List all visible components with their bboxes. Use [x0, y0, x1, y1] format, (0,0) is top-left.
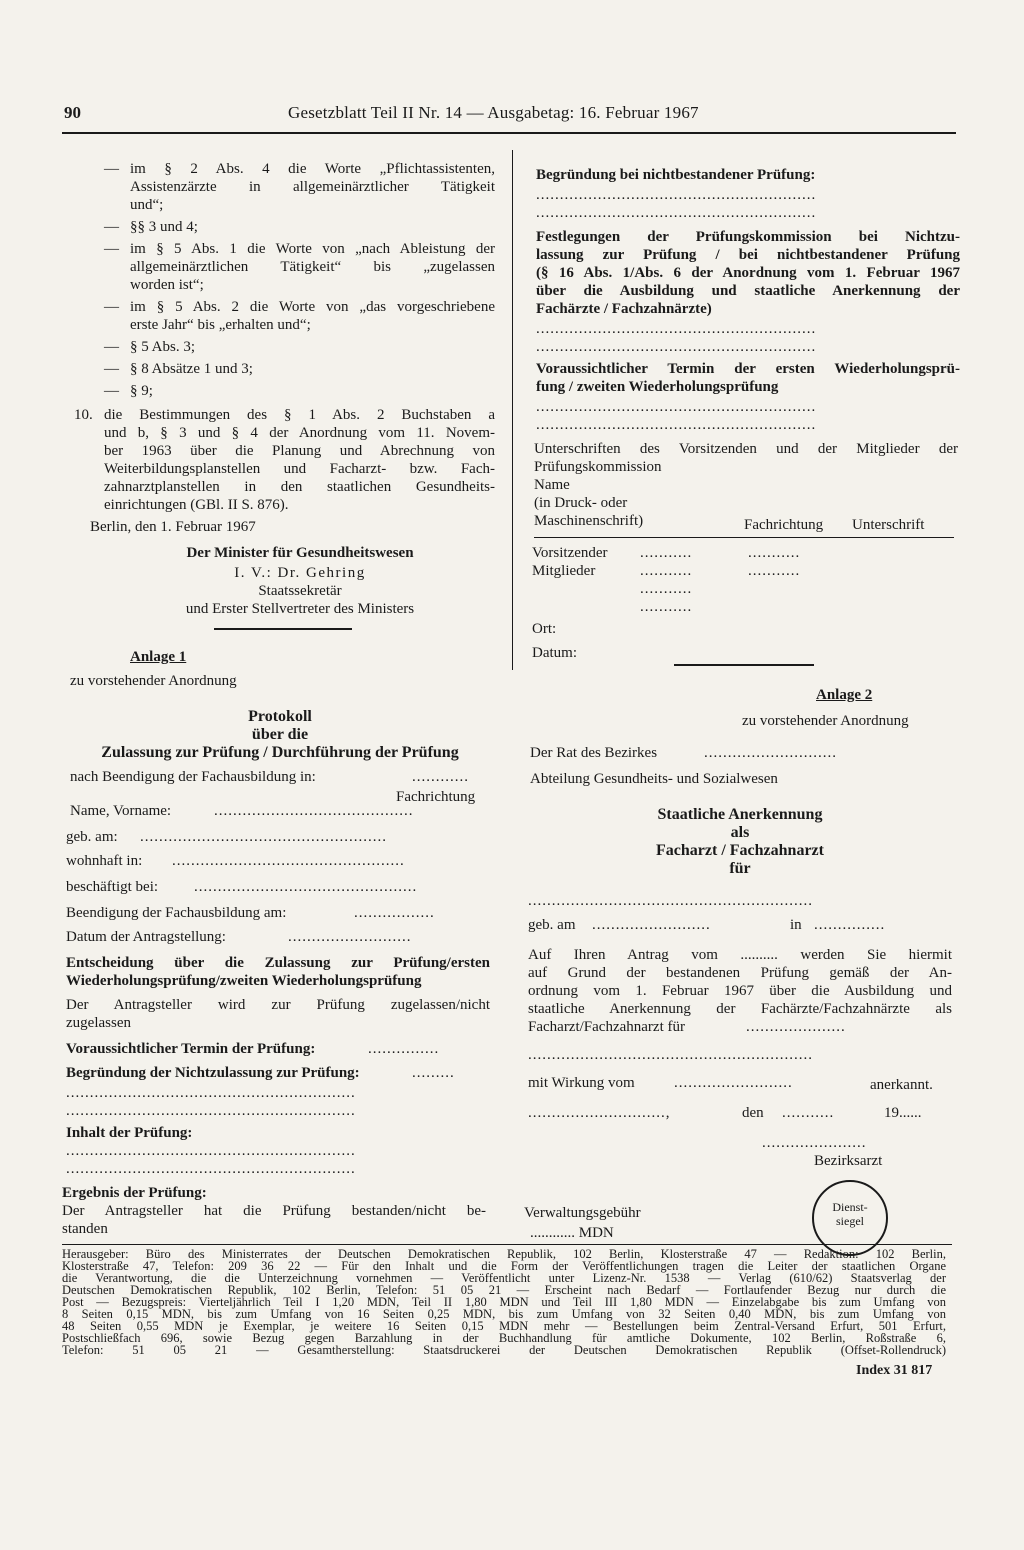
den-label: den — [742, 1105, 764, 1121]
anlage-1-subtitle: zu vorstehender Anordnung — [70, 673, 237, 689]
imprint-line: Postschließfach 696, sowie Bezug gegen Barzahlung in der Buchhandlung für amtliche Dokumente, 102 Berlin, Roßstraße 6, — [62, 1331, 946, 1345]
protokoll-title: Protokoll — [248, 708, 312, 725]
mdn-line: ............ MDN — [530, 1225, 614, 1241]
place-date: Berlin, den 1. Februar 1967 — [90, 519, 256, 535]
imprint-line: Post — Bezugspreis: Vierteljährlich Teil I 1,20 MDN, Teil II 1,80 MDN und Teil III 1,80 MDN — Einzelabgabe bis zum Umfang von — [62, 1295, 946, 1309]
list-item: § 9; — [130, 383, 153, 399]
entscheidung-title: Entscheidung über die Zulassung zur Prüfung/ersten — [66, 955, 490, 971]
ergebnis-text: Der Antragsteller hat die Prüfung bestanden/nicht be- — [62, 1203, 486, 1219]
field-name-label: Name, Vorname: — [70, 803, 172, 819]
inhalt-label: Inhalt der Prüfung: — [66, 1125, 193, 1141]
list-dash: — — [104, 241, 119, 257]
field-beschaeftigt-line: ............................................... — [194, 879, 418, 895]
begruendung-line: ............................................................. — [66, 1103, 356, 1119]
antrag-text: Facharzt/Fachzahnarzt für — [528, 1019, 685, 1035]
signature-line: ........... — [640, 563, 693, 579]
datum-rule — [674, 664, 814, 666]
list-item: allgemeinärztlichen Tätigkeit“ bis „zugelassen — [130, 259, 495, 275]
facharzt-fuer-line: ..................... — [746, 1019, 846, 1035]
list-item: § 5 Abs. 3; — [130, 339, 196, 355]
vorsitzender-label: Vorsitzender — [532, 545, 608, 561]
signature-line: ........... — [640, 581, 693, 597]
in-line: ............... — [814, 917, 886, 933]
ergebnis-text: standen — [62, 1221, 108, 1237]
signature-line: ........... — [640, 545, 693, 561]
inhalt-line: ............................................................. — [66, 1143, 356, 1159]
list-dash: — — [104, 339, 119, 355]
item-10-line: zahnarztplanstellen in den staatlichen Gesundheits- — [104, 479, 495, 495]
rat-line: ............................ — [704, 745, 837, 761]
list-item: im § 2 Abs. 4 die Worte „Pflichtassistenten, — [130, 161, 495, 177]
bezirksarzt-label: Bezirksarzt — [814, 1153, 883, 1169]
festlegungen-text: lassung zur Prüfung / bei nichtbestandener Prüfung — [536, 247, 960, 263]
name-column-header: Name — [534, 477, 570, 493]
rat-label: Der Rat des Bezirkes — [530, 745, 658, 761]
abteilung-label: Abteilung Gesundheits- und Sozialwesen — [530, 771, 778, 787]
name-column-header: (in Druck- oder — [534, 495, 628, 511]
field-name-line: .......................................... — [214, 803, 414, 819]
field-beendigung-label: Beendigung der Fachausbildung am: — [66, 905, 287, 921]
anerkennung-title: Facharzt / Fachzahnarzt — [656, 842, 824, 859]
page-number: 90 — [64, 103, 81, 122]
field-beendigung-line: ................. — [354, 905, 435, 921]
list-item: im § 5 Abs. 2 die Worte von „das vorgeschriebene — [130, 299, 495, 315]
item-10-line: einrichtungen (GBl. II S. 876). — [104, 497, 289, 513]
begruendung-nichtzulassung-label: Begründung der Nichtzulassung zur Prüfung: — [66, 1065, 360, 1081]
field-beschaeftigt-label: beschäftigt bei: — [66, 879, 159, 895]
antrag-text: ordnung vom 1. Februar 1967 über die Ausbildung und — [528, 983, 952, 999]
index-number: Index 31 817 — [856, 1363, 933, 1378]
termin-wiederholung-label: fung / zweiten Wiederholungsprüfung — [536, 379, 779, 395]
item-10-line: ber 1963 über die Planung und Abrechnung von — [104, 443, 495, 459]
begruendung-line: ......... — [412, 1065, 455, 1081]
seal-text: siegel — [836, 1214, 864, 1228]
header-rule — [62, 132, 956, 134]
field-fachausbildung-line: ............ — [412, 769, 469, 785]
signatory: I. V.: Dr. Gehring — [234, 565, 366, 581]
list-item: und“; — [130, 197, 164, 213]
unterschriften-label: Unterschriften des Vorsitzenden und der Mitglieder der — [534, 441, 958, 457]
festlegungen-text: Festlegungen der Prüfungskommission bei Nichtzu- — [536, 229, 960, 245]
begruendung-nb-line: ........................................................... — [536, 205, 817, 221]
fachrichtung-column-header: Fachrichtung — [744, 517, 824, 533]
table-header-rule — [534, 537, 954, 538]
column-divider — [512, 150, 513, 670]
begruendung-nichtbestanden-label: Begründung bei nichtbestandener Prüfung: — [536, 167, 816, 183]
unterschriften-label: Prüfungskommission — [534, 459, 662, 475]
list-item: §§ 3 und 4; — [130, 219, 198, 235]
jahr-label: 19...... — [884, 1105, 922, 1121]
signature-line: ........... — [640, 599, 693, 615]
list-dash: — — [104, 161, 119, 177]
mit-wirkung-label: mit Wirkung vom — [528, 1075, 635, 1091]
anlage-1-title: Anlage 1 — [130, 649, 187, 665]
antrag-text: auf Grund der bestandenen Prüfung gemäß der An- — [528, 965, 952, 981]
anerkennung-title: Staatliche Anerkennung — [657, 806, 823, 823]
list-dash: — — [104, 299, 119, 315]
item-10-line: und b, § 3 und § 4 der Anordnung vom 11. Novem- — [104, 425, 495, 441]
anerkannt-label: anerkannt. — [870, 1077, 933, 1093]
minister-title: Der Minister für Gesundheitswesen — [186, 545, 414, 561]
termin-wiederholung-line: ........................................................... — [536, 417, 817, 433]
anerkennung-title: für — [729, 860, 751, 877]
geb-am-label: geb. am — [528, 917, 576, 933]
festlegungen-line: ........................................................... — [536, 339, 817, 355]
ort-line: ............................., — [528, 1105, 671, 1121]
footer-rule — [62, 1244, 952, 1245]
datum-label: Datum: — [532, 645, 577, 661]
list-item: erste Jahr“ bis „erhalten und“; — [130, 317, 311, 333]
geb-am-line: ......................... — [592, 917, 711, 933]
unterschrift-column-header: Unterschrift — [852, 517, 925, 533]
item-10-number: 10. — [74, 407, 93, 423]
list-item: § 8 Absätze 1 und 3; — [130, 361, 253, 377]
list-item: im § 5 Abs. 1 die Worte von „nach Ableistung der — [130, 241, 495, 257]
termin-label: Voraussichtlicher Termin der Prüfung: — [66, 1041, 316, 1057]
inhalt-line: ............................................................. — [66, 1161, 356, 1177]
field-geb-label: geb. am: — [66, 829, 118, 845]
begruendung-line: ............................................................. — [66, 1085, 356, 1101]
name-column-header: Maschinenschrift) — [534, 513, 644, 529]
antrag-text: staatliche Anerkennung der Fachärzte/Fachzahnärzte als — [528, 1001, 952, 1017]
imprint-line: 48 Seiten 0,55 MDN je Exemplar, je weitere 16 Seiten 0,15 MDN mehr — Bestellungen beim Zentral-Versand Erfurt, 501 Erfurt, — [62, 1319, 946, 1333]
anerkennung-name-line: ............................................................ — [528, 893, 813, 909]
item-10-line: die Bestimmungen des § 1 Abs. 2 Buchstaben a — [104, 407, 495, 423]
ort-label: Ort: — [532, 621, 557, 637]
imprint-line: 8 Seiten 0,15 MDN, bis zum Umfang von 16 Seiten 0,25 MDN, bis zum Umfang von 32 Seiten 0,40 MDN, bis zum Umfang von — [62, 1307, 946, 1321]
seal-text: Dienst- — [832, 1200, 868, 1214]
item-10-line: Weiterbildungsplanstellen und Facharzt- bzw. Fach- — [104, 461, 495, 477]
signature-line: ........... — [748, 545, 801, 561]
imprint-line: Klosterstraße 47, Telefon: 209 36 22 — Für den Inhalt und die Form der Veröffentlichungen tragen die Leiter der staatlichen Organe — [62, 1259, 946, 1273]
list-item: Assistenzärzte in allgemeinärztlicher Tätigkeit — [130, 179, 495, 195]
field-wohnhaft-label: wohnhaft in: — [66, 853, 143, 869]
den-line: ........... — [782, 1105, 835, 1121]
mit-wirkung-line: ......................... — [674, 1075, 793, 1091]
list-dash: — — [104, 361, 119, 377]
page-header-title: Gesetzblatt Teil II Nr. 14 — Ausgabetag: 16. Februar 1967 — [288, 103, 699, 122]
entscheidung-text: zugelassen — [66, 1015, 131, 1031]
anlage-2-title: Anlage 2 — [816, 687, 873, 703]
list-item: worden ist“; — [130, 277, 204, 293]
field-geb-line: .................................................... — [140, 829, 387, 845]
anlage-2-subtitle: zu vorstehender Anordnung — [742, 713, 909, 729]
signature-rule — [214, 628, 352, 630]
protokoll-title: Zulassung zur Prüfung / Durchführung der Prüfung — [101, 744, 459, 761]
field-wohnhaft-line: ................................................. — [172, 853, 405, 869]
signatory-role: und Erster Stellvertreter des Ministers — [185, 601, 415, 617]
field-antrag-label: Datum der Antragstellung: — [66, 929, 226, 945]
anerkennung-title: als — [730, 824, 750, 841]
in-label: in — [790, 917, 802, 933]
begruendung-nb-line: ........................................................... — [536, 187, 817, 203]
signature-line: ........... — [748, 563, 801, 579]
festlegungen-text: (§ 16 Abs. 1/Abs. 6 der Anordnung vom 1. Februar 1967 — [536, 265, 960, 281]
protokoll-title: über die — [251, 726, 309, 743]
festlegungen-text: über die Ausbildung und staatliche Anerkennung der — [536, 283, 960, 299]
facharzt-fuer-line: ............................................................ — [528, 1047, 813, 1063]
list-dash: — — [104, 383, 119, 399]
festlegungen-text: Fachärzte / Fachzahnärzte) — [536, 301, 712, 317]
imprint-line: Herausgeber: Büro des Ministerrates der Deutschen Demokratischen Republik, 102 Berlin, Klosterstraße 47 — Redaktion: 102 Berlin, — [62, 1247, 946, 1261]
ergebnis-label: Ergebnis der Prüfung: — [62, 1185, 207, 1201]
festlegungen-line: ........................................................... — [536, 321, 817, 337]
entscheidung-text: Der Antragsteller wird zur Prüfung zugelassen/nicht — [66, 997, 490, 1013]
imprint-line: die Verantwortung, die die Unterzeichnung vornehmen — Veröffentlicht unter Lizenz-Nr. 1538 — Verlag (610/62) Staatsverlag der — [62, 1271, 946, 1285]
mitglieder-label: Mitglieder — [532, 563, 596, 579]
imprint-line: Telefon: 51 05 21 — Gesamtherstellung: Staatsdruckerei der Deutschen Demokratischen Republik (Offset-Rollendruck) — [62, 1343, 946, 1357]
termin-line: ............... — [368, 1041, 440, 1057]
entscheidung-title: Wiederholungsprüfung/zweiten Wiederholungsprüfung — [66, 973, 422, 989]
bezirksarzt-line: ...................... — [762, 1135, 867, 1151]
verwaltungsgebuehr-label: Verwaltungsgebühr — [524, 1205, 641, 1221]
termin-wiederholung-label: Voraussichtlicher Termin der ersten Wiederholungsprü- — [536, 361, 960, 377]
field-antrag-line: .......................... — [288, 929, 412, 945]
antrag-text: Auf Ihren Antrag vom .......... werden Sie hiermit — [528, 947, 952, 963]
field-fachausbildung-label: nach Beendigung der Fachausbildung in: — [70, 769, 316, 785]
termin-wiederholung-line: ........................................................... — [536, 399, 817, 415]
signatory-role: Staatssekretär — [258, 583, 342, 599]
list-dash: — — [104, 219, 119, 235]
field-fachrichtung-label: Fachrichtung — [396, 789, 476, 805]
imprint-line: Deutschen Demokratischen Republik, 102 Berlin, Telefon: 51 05 21 — Erscheint nach Bedarf — Fortlaufender Bezug nur durch die — [62, 1283, 946, 1297]
